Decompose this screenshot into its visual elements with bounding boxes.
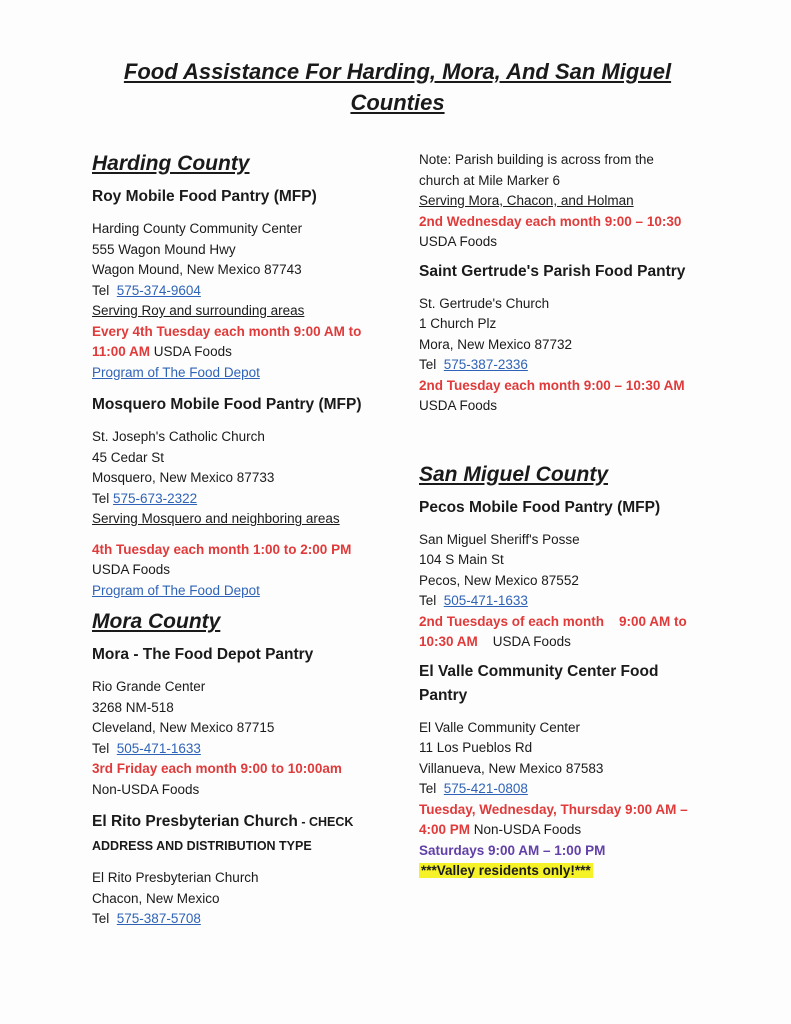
tel-label: Tel [92, 490, 110, 506]
pantry-name-text: El Rito Presbyterian Church [92, 813, 298, 830]
location: El Valle Community Center [419, 719, 581, 735]
street: 555 Wagon Mound Hwy [92, 241, 236, 257]
location: St. Joseph's Catholic Church [92, 429, 265, 444]
city: Wagon Mound, New Mexico 87743 [92, 262, 302, 277]
serving-area: Serving Roy and surrounding areas [92, 303, 305, 318]
pantry-name [92, 810, 392, 858]
residents-only-highlight: ***Valley residents only!*** [421, 863, 591, 878]
pantry-name: Mosquero Mobile Food Pantry (MFP) [92, 396, 362, 413]
food-type: USDA Foods [492, 634, 571, 649]
schedule: 2nd Tuesday each month 9:00 – 10:30 AM [419, 377, 685, 393]
phone-row [419, 591, 719, 612]
pantry-name: Mora - The Food Depot Pantry [92, 646, 314, 663]
check-note-cont: ADDRESS AND DISTRIBUTION TYPE [92, 839, 312, 853]
serving-area: Serving Mosquero and neighboring areas [92, 511, 340, 526]
street: 45 Cedar St [92, 449, 165, 465]
food-type: USDA Foods [419, 234, 498, 249]
schedule-end: 11:00 AM [92, 344, 151, 359]
phone-link[interactable]: 505-471-1633 [116, 740, 201, 756]
location: Harding County Community Center [92, 221, 303, 236]
phone-link[interactable]: 575-387-2336 [443, 357, 528, 372]
tel-label: Tel [419, 357, 437, 372]
tel-label: Tel [92, 740, 110, 756]
city: Chacon, New Mexico [92, 890, 220, 906]
pantry-name: Pecos Mobile Food Pantry (MFP) [419, 498, 661, 516]
parish-note-cont: church at Mile Marker 6 [419, 172, 561, 188]
phone-row [419, 355, 719, 376]
roy-pantry [92, 185, 392, 383]
food-type: Non-USDA Foods [473, 822, 582, 837]
phone-row [419, 779, 719, 800]
schedule: Tuesday, Wednesday, Thursday 9:00 AM – [419, 801, 688, 817]
pantry-name [419, 660, 719, 708]
phone-link[interactable]: 575-673-2322 [113, 490, 198, 506]
phone-link[interactable]: 575-387-5708 [116, 911, 201, 926]
schedule-cont [419, 632, 719, 653]
city: Villanueva, New Mexico 87583 [419, 760, 604, 776]
schedule-end: 4:00 PM [419, 822, 471, 837]
serving-area: Serving Mora, Chacon, and Holman [419, 193, 634, 208]
schedule-cont [92, 342, 392, 363]
title-line-2: Counties [350, 90, 445, 115]
program-link[interactable]: Program of The Food Depot [92, 582, 260, 598]
pantry-name: Saint Gertrude's Parish Food Pantry [419, 262, 686, 280]
tel-label: Tel [92, 911, 110, 926]
food-type: USDA Foods [153, 344, 232, 359]
food-type: Non-USDA Foods [92, 781, 200, 797]
schedule: 2nd Wednesday each month 9:00 – 10:30 [419, 213, 682, 229]
city: Cleveland, New Mexico 87715 [92, 720, 275, 735]
location: El Rito Presbyterian Church [92, 870, 259, 885]
saint-gertrude-pantry [419, 260, 719, 417]
street: 104 S Main St [419, 552, 504, 567]
check-note: - CHECK [297, 815, 354, 829]
pantry-name-line2: Pantry [419, 686, 468, 704]
street: 11 Los Pueblos Rd [419, 740, 533, 755]
schedule: 3rd Friday each month 9:00 to 10:00am [92, 761, 342, 776]
tel-label: Tel [419, 593, 437, 608]
phone-row [92, 281, 392, 302]
el-valle-pantry [419, 660, 719, 882]
location: St. Gertrude's Church [419, 295, 550, 311]
food-type: USDA Foods [92, 562, 171, 577]
phone-link[interactable]: 505-471-1633 [443, 593, 528, 608]
phone-row [92, 739, 392, 760]
parish-note: Note: Parish building is across from the [419, 152, 654, 167]
pecos-pantry [419, 496, 719, 653]
right-column [419, 150, 719, 882]
city: Pecos, New Mexico 87552 [419, 572, 579, 588]
county-heading-mora: Mora County [92, 610, 221, 633]
street: 3268 NM-518 [92, 699, 174, 715]
tel-label: Tel [92, 282, 110, 298]
county-heading-harding: Harding County [92, 152, 250, 175]
mosquero-pantry [92, 393, 392, 601]
saturday-schedule: Saturdays 9:00 AM – 1:00 PM [419, 842, 606, 858]
phone-row [92, 909, 392, 930]
street: 1 Church Plz [419, 316, 497, 331]
el-rito-pantry [92, 810, 392, 930]
mora-depot-pantry [92, 643, 392, 800]
left-column [92, 150, 392, 930]
phone-link[interactable]: 575-421-0808 [443, 781, 528, 796]
city: Mora, New Mexico 87732 [419, 336, 573, 352]
page-title [100, 56, 695, 118]
schedule-cont [419, 820, 719, 841]
schedule: 2nd Tuesdays of each month 9:00 AM to [419, 613, 687, 629]
food-type: USDA Foods [419, 398, 498, 413]
schedule: Every 4th Tuesday each month 9:00 AM to [92, 323, 362, 339]
location: Rio Grande Center [92, 679, 206, 694]
schedule-end: 10:30 AM [419, 634, 478, 649]
title-line-1: Food Assistance For Harding, Mora, And San Miguel [123, 59, 672, 84]
program-link[interactable]: Program of The Food Depot [92, 364, 260, 380]
location: San Miguel Sheriff's Posse [419, 531, 580, 547]
pantry-name-line1: El Valle Community Center Food [419, 662, 659, 680]
pantry-name: Roy Mobile Food Pantry (MFP) [92, 188, 317, 205]
el-rito-continued [419, 150, 719, 253]
schedule: 4th Tuesday each month 1:00 to 2:00 PM [92, 541, 352, 557]
phone-link[interactable]: 575-374-9604 [116, 282, 201, 298]
phone-row [92, 489, 392, 510]
county-heading-san-miguel: San Miguel County [419, 462, 608, 486]
city: Mosquero, New Mexico 87733 [92, 470, 275, 485]
tel-label: Tel [419, 781, 437, 796]
